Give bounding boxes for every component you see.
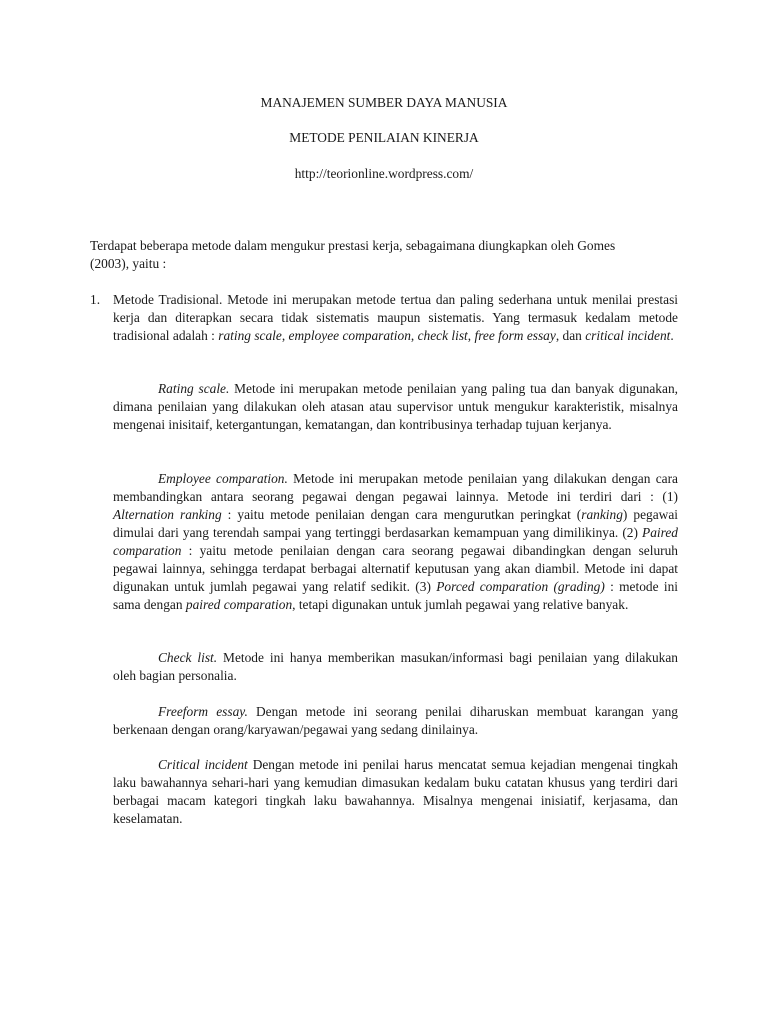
item-term-critical-incident: critical incident — [585, 328, 671, 343]
paragraph-text: Metode ini merupakan metode penilaian yang dilakukan dengan cara membandingkan antara seorang pegawai dengan pegawai lainnya. Metode ini terdiri dari : (1) — [113, 471, 678, 504]
item-text: , — [467, 328, 475, 343]
paragraph-text: Metode ini hanya memberikan masukan/informasi bagi penilaian yang dilakukan oleh bagian personalia. — [113, 650, 678, 683]
item-text: , — [281, 328, 289, 343]
paragraph-term-paired-comparation-2: paired comparation — [185, 597, 293, 612]
paragraph-term: Employee comparation. — [158, 471, 288, 486]
item-term-rating-scale: rating scale — [218, 328, 282, 343]
paragraph-critical-incident — [113, 756, 678, 828]
paragraph-rating-scale — [113, 380, 678, 434]
item-term-check-list: check list — [417, 328, 468, 343]
paragraph-term: Check list. — [158, 650, 218, 665]
source-url[interactable]: http://teorionline.wordpress.com/ — [294, 166, 474, 181]
item-text: Metode Tradisional. Metode ini merupakan metode tertua dan paling sederhana untuk menilai prestasi kerja dan diterapkan secara tidak sistematis maupun sistematis. Yang termasuk kedalam metode tradisional adalah : — [113, 292, 678, 343]
paragraph-term-porced-comparation: Porced comparation (grading) — [436, 579, 605, 594]
document-title: MANAJEMEN SUMBER DAYA MANUSIA — [260, 95, 508, 110]
paragraph-term-paired-comparation: Paired comparation — [113, 525, 678, 558]
paragraph-text: Dengan metode ini penilai harus mencatat semua kejadian mengenai tingkah laku bawahannya sehari-hari yang kemudian dimasukan kedalam buku catatan khusus yang terdiri dari berbagai macam kategori tingkah laku bawahannya. Misalnya mengenai inisiatif, kerjasama, dan keselamatan. — [113, 757, 678, 826]
paragraph-term: Critical incident — [158, 757, 248, 772]
paragraph-check-list — [113, 649, 678, 685]
paragraph-text: , tetapi digunakan untuk jumlah pegawai yang relative banyak. — [292, 597, 629, 612]
paragraph-term-ranking: ranking — [581, 507, 623, 522]
paragraph-text: : yaitu metode penilaian dengan cara mengurutkan peringkat ( — [221, 507, 582, 522]
paragraph-freeform-essay — [113, 703, 678, 739]
paragraph-term: Freeform essay. — [158, 704, 248, 719]
paragraph-term: Rating scale. — [158, 381, 230, 396]
paragraph-employee-comparation — [113, 470, 678, 614]
paragraph-term-alternation-ranking: Alternation ranking — [113, 507, 222, 522]
paragraph-text: : metode ini sama dengan — [113, 579, 678, 612]
item-text: . — [670, 328, 674, 343]
paragraph-text: ) pegawai dimulai dari yang terendah sampai yang tertinggi berdasarkan kemampuan yang dimilikinya. (2) — [113, 507, 678, 540]
item-term-employee-comparation: employee comparation — [288, 328, 411, 343]
item-term-free-form-essay: free form essay — [474, 328, 556, 343]
paragraph-text: Dengan metode ini seorang penilai diharuskan membuat karangan yang berkenaan dengan orang/karyawan/pegawai yang sedang dinilainya. — [113, 704, 678, 737]
intro-paragraph: Terdapat beberapa metode dalam mengukur prestasi kerja, sebagaimana diungkapkan oleh Gomes (2003), yaitu : — [90, 238, 616, 271]
paragraph-text: Metode ini merupakan metode penilaian yang paling tua dan banyak digunakan, dimana penilaian yang dilakukan oleh atasan atau supervisor untuk mengukur karakteristik, misalnya mengenai inisitaif, ketergantungan, kematangan, dan kontribusinya terhadap tujuan kerjanya. — [113, 381, 678, 432]
item-text: , dan — [555, 328, 586, 343]
list-item-traditional-method — [113, 291, 678, 345]
item-text: , — [410, 328, 418, 343]
paragraph-text: : yaitu metode penilaian dengan cara seorang pegawai dibandingkan dengan seluruh pegawai lainnya, sehingga terdapat berbagai alternatif keputusan yang akan diambil. Metode ini dapat digunakan untuk jumlah pegawai yang relatif sedikit. (3) — [113, 543, 678, 594]
list-item-number: 1. — [90, 292, 101, 307]
document-subtitle: METODE PENILAIAN KINERJA — [289, 130, 479, 145]
